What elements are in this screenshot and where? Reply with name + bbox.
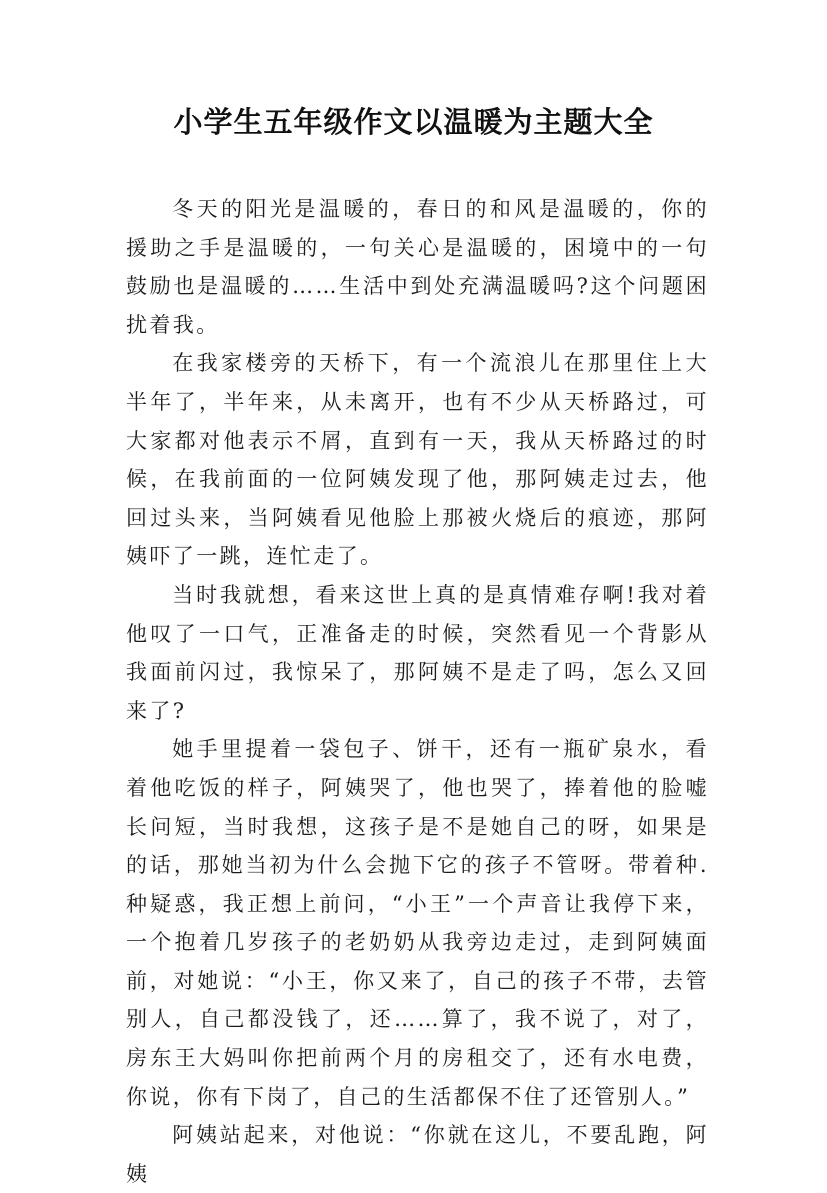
document-body — [126, 190, 709, 1193]
paragraph-1: 冬天的阳光是温暖的，春日的和风是温暖的，你的援助之手是温暖的，一句关心是温暖的，困境中的一句鼓励也是温暖的……生活中到处充满温暖吗?这个问题困扰着我。 — [126, 197, 709, 337]
paragraph-4: 她手里提着一袋包子、饼干，还有一瓶矿泉水，看着他吃饭的样子，阿姨哭了，他也哭了，捧着他的脸嘘长问短，当时我想，这孩子是不是她自己的呀，如果是的话，那她当初为什么会抛下它的孩子不管呀。带着种.种疑惑，我正想上前问，“小王”一个声音让我停下来，一个抱着几岁孩子的老奶奶从我旁边走过，走到阿姨面前，对她说：“小王，你又来了，自己的孩子不带，去管别人，自己都没钱了，还……算了，我不说了，对了，房东王大妈叫你把前两个月的房租交了，还有水电费，你说，你有下岗了，自己的生活都保不住了还管别人。” — [126, 737, 709, 1109]
document-title: 小学生五年级作文以温暖为主题大全 — [173, 105, 654, 139]
paragraph-3: 当时我就想，看来这世上真的是真情难存啊!我对着他叹了一口气，正准备走的时候，突然看见一个背影从我面前闪过，我惊呆了，那阿姨不是走了吗，怎么又回来了? — [126, 582, 709, 723]
paragraph-5: 阿姨站起来，对他说：“你就在这儿，不要乱跑，阿姨 — [126, 1123, 709, 1186]
paragraph-2: 在我家楼旁的天桥下，有一个流浪儿在那里住上大半年了，半年来，从未离开，也有不少从天桥路过，可大家都对他表示不屑，直到有一天，我从天桥路过的时候，在我前面的一位阿姨发现了他，那阿姨走过去，他回过头来，当阿姨看见他脸上那被火烧后的痕迹，那阿姨吓了一跳，连忙走了。 — [126, 351, 709, 569]
